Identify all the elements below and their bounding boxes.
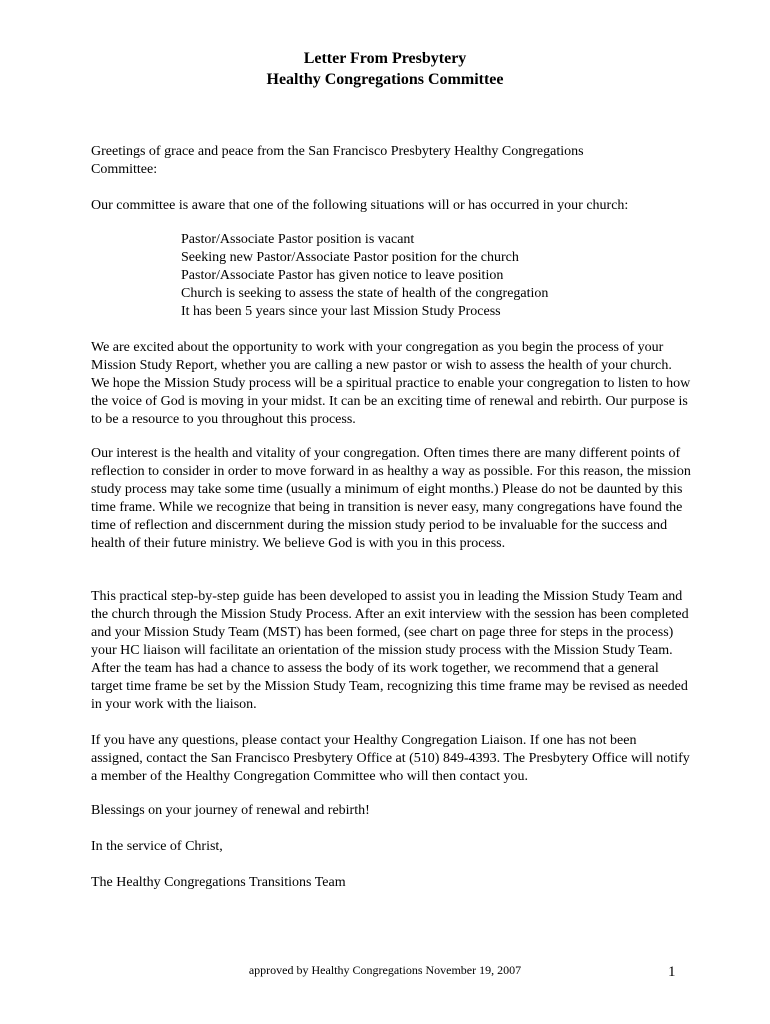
situation-item: Seeking new Pastor/Associate Pastor position for the church — [181, 250, 519, 265]
document-subtitle: Healthy Congregations Committee — [266, 71, 504, 88]
page-number: 1 — [668, 964, 676, 980]
body-paragraph-contact: If you have any questions, please contact your Healthy Congregation Liaison. If one has not been assigned, contact the San Francisco Presbytery Office at (510) 849-4393. The Presbytery Office will notify a member of the Healthy Congregation Committee who will then contact you. — [91, 733, 690, 784]
situation-item: Church is seeking to assess the state of health of the congregation — [181, 286, 549, 301]
signature-line: The Healthy Congregations Transitions Team — [91, 875, 346, 890]
body-paragraph-guide: This practical step-by-step guide has been developed to assist you in leading the Mission Study Team and the church through the Mission Study Process. After an exit interview with the session has been completed and your Mission Study Team (MST) has been formed, (see chart on page three for steps in the process) your HC liaison will facilitate an orientation of the mission study process with the Mission Study Team. After the team has had a chance to assess the body of its work together, we recommend that a general target time frame be set by the Mission Study Team, recognizing this time frame may be revised as needed in your work with the liaison. — [91, 589, 689, 712]
closing-line: In the service of Christ, — [91, 839, 223, 854]
awareness-paragraph: Our committee is aware that one of the following situations will or has occurred in your church: — [91, 198, 629, 213]
body-paragraph-health: Our interest is the health and vitality of your congregation. Often times there are many different points of reflection to consider in order to move forward in as healthy a way as possible. For this reason, the mission study process may take some time (usually a minimum of eight months.) Please do not be daunted by this time frame. While we recognize that being in transition is never easy, many congregations have found the time of reflection and discernment during the mission study period to be invaluable for the success and health of their future ministry. We believe God is with you in this process. — [91, 446, 691, 551]
situation-item: Pastor/Associate Pastor position is vacant — [181, 232, 415, 247]
greeting-paragraph: Greetings of grace and peace from the San Francisco Presbytery Healthy Congregations Committee: — [91, 144, 584, 177]
blessings-line: Blessings on your journey of renewal and rebirth! — [91, 803, 370, 818]
document-title: Letter From Presbytery — [303, 50, 467, 67]
situation-item: It has been 5 years since your last Mission Study Process — [181, 304, 501, 319]
situations-list — [181, 231, 548, 321]
situation-item: Pastor/Associate Pastor has given notice to leave position — [181, 268, 504, 283]
body-paragraph-opportunity: We are excited about the opportunity to work with your congregation as you begin the process of your Mission Study Report, whether you are calling a new pastor or wish to assess the health of your church. We hope the Mission Study process will be a spiritual practice to enable your congregation to listen to how the voice of God is moving in your midst. It can be an exciting time of renewal and rebirth. Our purpose is to be a resource to you throughout this process. — [91, 340, 691, 427]
approval-footer: approved by Healthy Congregations November 19, 2007 — [248, 963, 522, 977]
